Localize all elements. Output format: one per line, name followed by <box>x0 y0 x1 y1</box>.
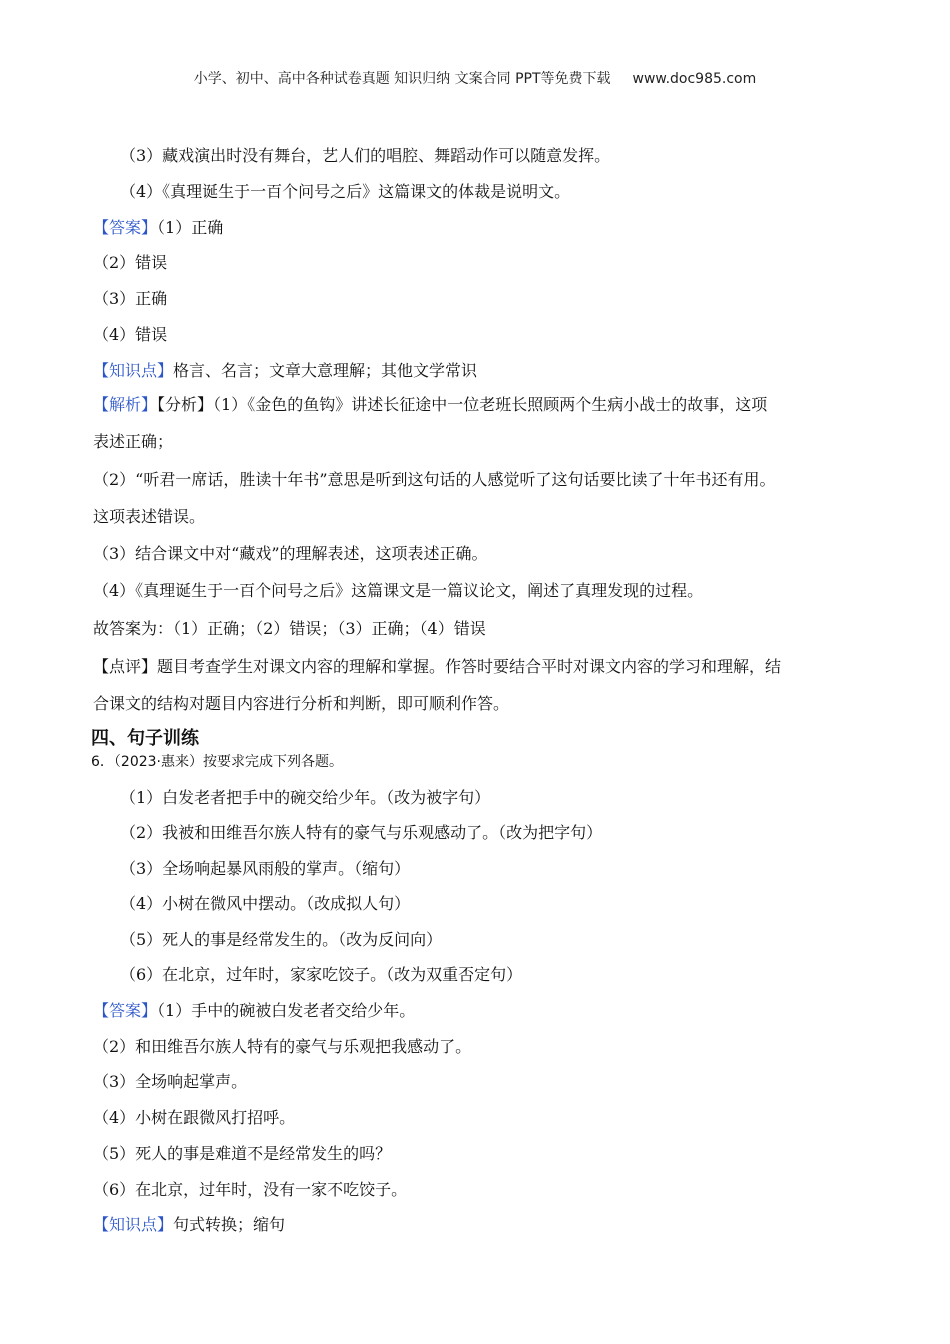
knowledge-tag: 【知识点】 <box>93 361 174 380</box>
q5-answer-2: （2）错误 <box>93 253 168 272</box>
q5-comment-line-2: 合课文的结构对题目内容进行分析和判断，即可顺利作答。 <box>93 694 510 713</box>
q6-stem: 6．（2023·惠来）按要求完成下列各题。 <box>91 754 343 770</box>
answer-text: （1）手中的碗被白发老者交给少年。 <box>157 1001 416 1020</box>
q6-item-5: （5）死人的事是经常发生的。（改为反问向） <box>120 930 443 949</box>
answer-text: （1）正确 <box>157 218 224 237</box>
q5-analysis-line-5: （3）结合课文中对“藏戏”的理解表述，这项表述正确。 <box>93 544 488 563</box>
q6-answer-1 <box>93 1000 415 1022</box>
answer-tag: 【答案】 <box>93 1001 158 1020</box>
q5-summary: 故答案为：（1）正确；（2）错误；（3）正确；（4）错误 <box>93 619 486 638</box>
section-heading: 四、句子训练 <box>91 728 199 749</box>
q6-item-2: （2）我被和田维吾尔族人特有的豪气与乐观感动了。（改为把字句） <box>120 823 603 842</box>
analysis-text: 【分析】（1）《金色的鱼钩》讲述长征途中一位老班长照顾两个生病小战士的故事，这项 <box>157 395 768 414</box>
page-header <box>0 68 950 88</box>
q6-item-4: （4）小树在微风中摆动。（改成拟人句） <box>120 894 411 913</box>
q5-analysis-line-6: （4）《真理诞生于一百个问号之后》这篇课文是一篇议论文，阐述了真理发现的过程。 <box>93 581 704 600</box>
q5-comment-line-1: 【点评】题目考查学生对课文内容的理解和掌握。作答时要结合平时对课文内容的学习和理解，结 <box>93 657 782 676</box>
q5-analysis-line-3: （2）“听君一席话，胜读十年书”意思是听到这句话的人感觉听了这句话要比读了十年书还有用。 <box>93 470 776 489</box>
q6-knowledge <box>93 1214 285 1236</box>
q5-analysis-line-1 <box>93 394 767 416</box>
q5-item-4: （4）《真理诞生于一百个问号之后》这篇课文的体裁是说明文。 <box>120 182 571 201</box>
q6-item-6: （6）在北京，过年时，家家吃饺子。（改为双重否定句） <box>120 965 523 984</box>
q6-answer-4: （4）小树在跟微风打招呼。 <box>93 1108 296 1127</box>
q6-answer-5: （5）死人的事是难道不是经常发生的吗？ <box>93 1144 392 1163</box>
header-url[interactable]: www.doc985.com <box>632 71 757 87</box>
q6-answer-6: （6）在北京，过年时，没有一家不吃饺子。 <box>93 1180 408 1199</box>
q5-item-3: （3）藏戏演出时没有舞台，艺人们的唱腔、舞蹈动作可以随意发挥。 <box>120 146 611 165</box>
analysis-tag: 【解析】 <box>93 395 158 414</box>
q6-item-3: （3）全场响起暴风雨般的掌声。（缩句） <box>120 859 411 878</box>
q5-answer-4: （4）错误 <box>93 325 168 344</box>
q6-answer-3: （3）全场响起掌声。 <box>93 1072 248 1091</box>
knowledge-tag: 【知识点】 <box>93 1215 174 1234</box>
q5-analysis-line-4: 这项表述错误。 <box>93 507 206 526</box>
q5-answer-3: （3）正确 <box>93 289 168 308</box>
answer-tag: 【答案】 <box>93 218 158 237</box>
knowledge-text: 句式转换；缩句 <box>173 1215 286 1234</box>
q5-answer-1 <box>93 217 223 239</box>
q5-analysis-line-2: 表述正确； <box>93 432 174 451</box>
header-text: 小学、初中、高中各种试卷真题 知识归纳 文案合同 PPT等免费下载 <box>193 71 611 87</box>
q5-knowledge <box>93 360 477 382</box>
q6-item-1: （1）白发老者把手中的碗交给少年。（改为被字句） <box>120 788 491 807</box>
q6-answer-2: （2）和田维吾尔族人特有的豪气与乐观把我感动了。 <box>93 1037 472 1056</box>
knowledge-text: 格言、名言；文章大意理解；其他文学常识 <box>173 361 478 380</box>
